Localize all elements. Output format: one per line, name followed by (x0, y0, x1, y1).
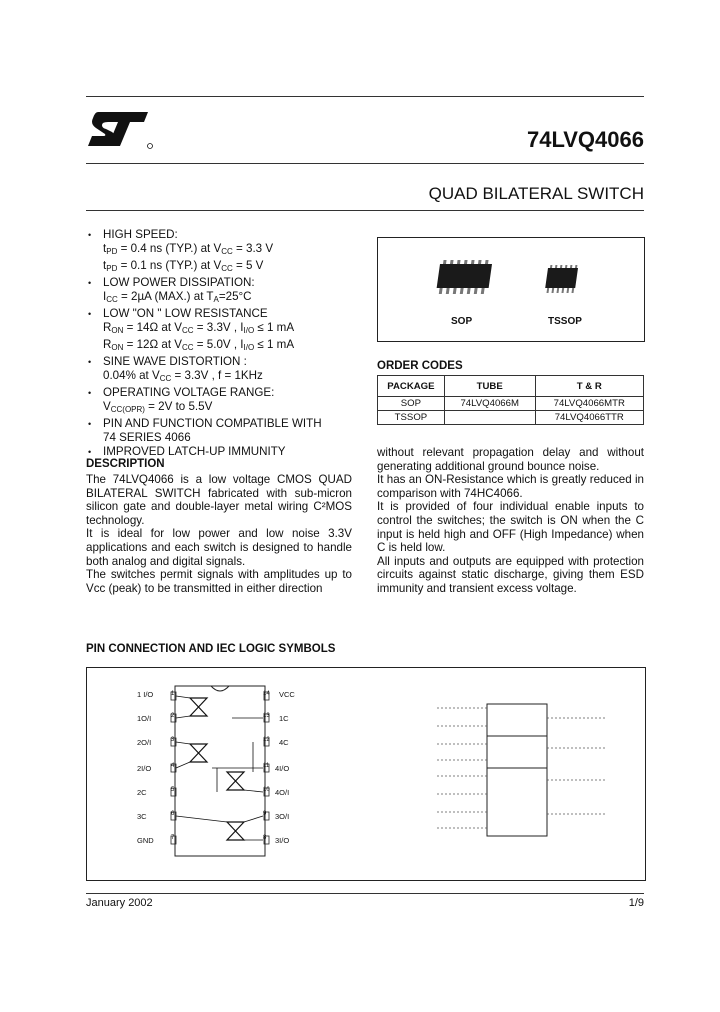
table-row (378, 397, 644, 411)
feature-detail: 74 SERIES 4066 (103, 431, 191, 444)
description-paragraph: The 74LVQ4066 is a low voltage CMOS QUAD BILATERAL SWITCH fabricated with sub-micron silicon gate and double-layer metal wiring C²MOS technology. (86, 473, 352, 527)
pin-connection-box (86, 667, 646, 881)
pin-diagram (87, 668, 645, 880)
feature-detail: $R_{ON} = 14\Omega$ at $V_{CC} = 3.3V$ , $I_{I/O} \le 1$ mA (103, 321, 295, 335)
pin-label: 3I/O (275, 836, 290, 845)
feature-item: • HIGH SPEED: (88, 228, 178, 241)
footer-date: January 2002 (86, 897, 153, 909)
table-cell: 74LVQ4066TTR (535, 411, 643, 425)
feature-detail: $I_{CC} = 2\mu A$ (MAX.) at $T_A=25^\circ C$ (103, 290, 252, 304)
feature-item: • IMPROVED LATCH-UP IMMUNITY (88, 445, 286, 458)
pin-number: 11 (263, 763, 270, 769)
feature-item: • PIN AND FUNCTION COMPATIBLE WITH (88, 417, 322, 430)
pin-number: 2 (171, 713, 175, 719)
description-left-column (86, 473, 352, 595)
feature-detail: $R_{ON} = 12\Omega$ at $V_{CC} = 5.0V$ , $I_{I/O} \le 1$ mA (103, 338, 295, 352)
description-paragraph: without relevant propagation delay and without generating additional ground bounce noise. (377, 446, 644, 473)
table-cell (444, 411, 535, 425)
package-images (377, 237, 645, 342)
pin-label: 1O/I (137, 714, 152, 723)
description-paragraph: It is provided of four individual enable inputs to control the switches; the switch is ON when the C input is held high and OFF (High Impedance) when C is held low. (377, 500, 644, 555)
pin-number: 14 (263, 691, 270, 697)
footer-rule (86, 893, 644, 894)
pin-number: 3 (171, 737, 175, 743)
feature-item: • LOW POWER DISSIPATION: (88, 276, 255, 289)
feature-detail: $V_{CC(OPR)} = 2V$ to 5.5V (103, 400, 213, 414)
feature-item: • LOW "ON " LOW RESISTANCE (88, 307, 268, 320)
package-label-tssop: TSSOP (548, 316, 582, 327)
pin-label: 1 I/O (137, 690, 154, 699)
feature-item: • OPERATING VOLTAGE RANGE: (88, 386, 275, 399)
pin-number: 13 (263, 713, 270, 719)
table-cell: TSSOP (378, 411, 445, 425)
feature-detail: 0.04% at $V_{CC} = 3.3V$ , f = 1KHz (103, 369, 263, 383)
part-number: 74LVQ4066 (526, 127, 644, 152)
description-paragraph: It is ideal for low power and low noise 3.3V applications and each switch is designed to handle both analog and digital signals. (86, 527, 352, 568)
pin-number: 1 (171, 691, 175, 697)
pin-label: VCC (279, 690, 295, 699)
feature-detail: $t_{PD} = 0.4$ ns (TYP.) at $V_{CC} = 3.3$ V (103, 242, 274, 256)
package-drawing (378, 238, 644, 341)
table-header: T & R (535, 376, 643, 397)
pin-number: 12 (263, 737, 270, 743)
pin-label: 4C (279, 738, 289, 747)
pin-label: 2O/I (137, 738, 152, 747)
footer-page-number: 1/9 (628, 897, 644, 909)
pin-label: 2C (137, 788, 147, 797)
pin-number: 10 (263, 787, 270, 793)
table-row (378, 411, 644, 425)
pin-number: 8 (263, 835, 267, 841)
pin-label: 4O/I (275, 788, 290, 797)
description-right-column (377, 446, 644, 596)
pin-label: 2I/O (137, 764, 152, 773)
pin-label: 3O/I (275, 812, 290, 821)
pin-number: 9 (263, 811, 267, 817)
table-header: PACKAGE (378, 376, 445, 397)
document-subtitle: QUAD BILATERAL SWITCH (428, 184, 644, 203)
table-cell: 74LVQ4066MTR (535, 397, 643, 411)
subtitle-rule (86, 210, 644, 211)
pin-number: 5 (171, 787, 175, 793)
feature-detail: $t_{PD} = 0.1$ ns (TYP.) at $V_{CC} = 5$ V (103, 259, 264, 273)
pin-connection-title: PIN CONNECTION AND IEC LOGIC SYMBOLS (86, 643, 336, 655)
pin-label: 3C (137, 812, 147, 821)
features-list (86, 228, 376, 459)
table-cell: 74LVQ4066M (444, 397, 535, 411)
pin-number: 7 (171, 835, 175, 841)
order-codes-table (377, 375, 644, 425)
table-header: TUBE (444, 376, 535, 397)
pin-label: 4I/O (275, 764, 290, 773)
package-label-sop: SOP (451, 316, 473, 327)
table-cell: SOP (378, 397, 445, 411)
description-title: DESCRIPTION (86, 458, 165, 470)
feature-item: • SINE WAVE DISTORTION : (88, 355, 247, 368)
pin-number: 4 (171, 763, 175, 769)
header-rule (86, 163, 644, 164)
pin-label: GND (137, 836, 154, 845)
description-paragraph: It has an ON-Resistance which is greatly reduced in comparison with 74HC4066. (377, 473, 644, 500)
st-logo-icon (86, 108, 154, 150)
pin-label: 1C (279, 714, 289, 723)
description-paragraph: All inputs and outputs are equipped with protection circuits against static discharge, giving them ESD immunity and transient excess voltage. (377, 554, 644, 595)
pin-number: 6 (171, 811, 175, 817)
description-paragraph: The switches permit signals with amplitudes up to Vcc (peak) to be transmitted in either direction (86, 568, 352, 595)
top-rule (86, 96, 644, 97)
order-codes-title: ORDER CODES (377, 360, 463, 372)
